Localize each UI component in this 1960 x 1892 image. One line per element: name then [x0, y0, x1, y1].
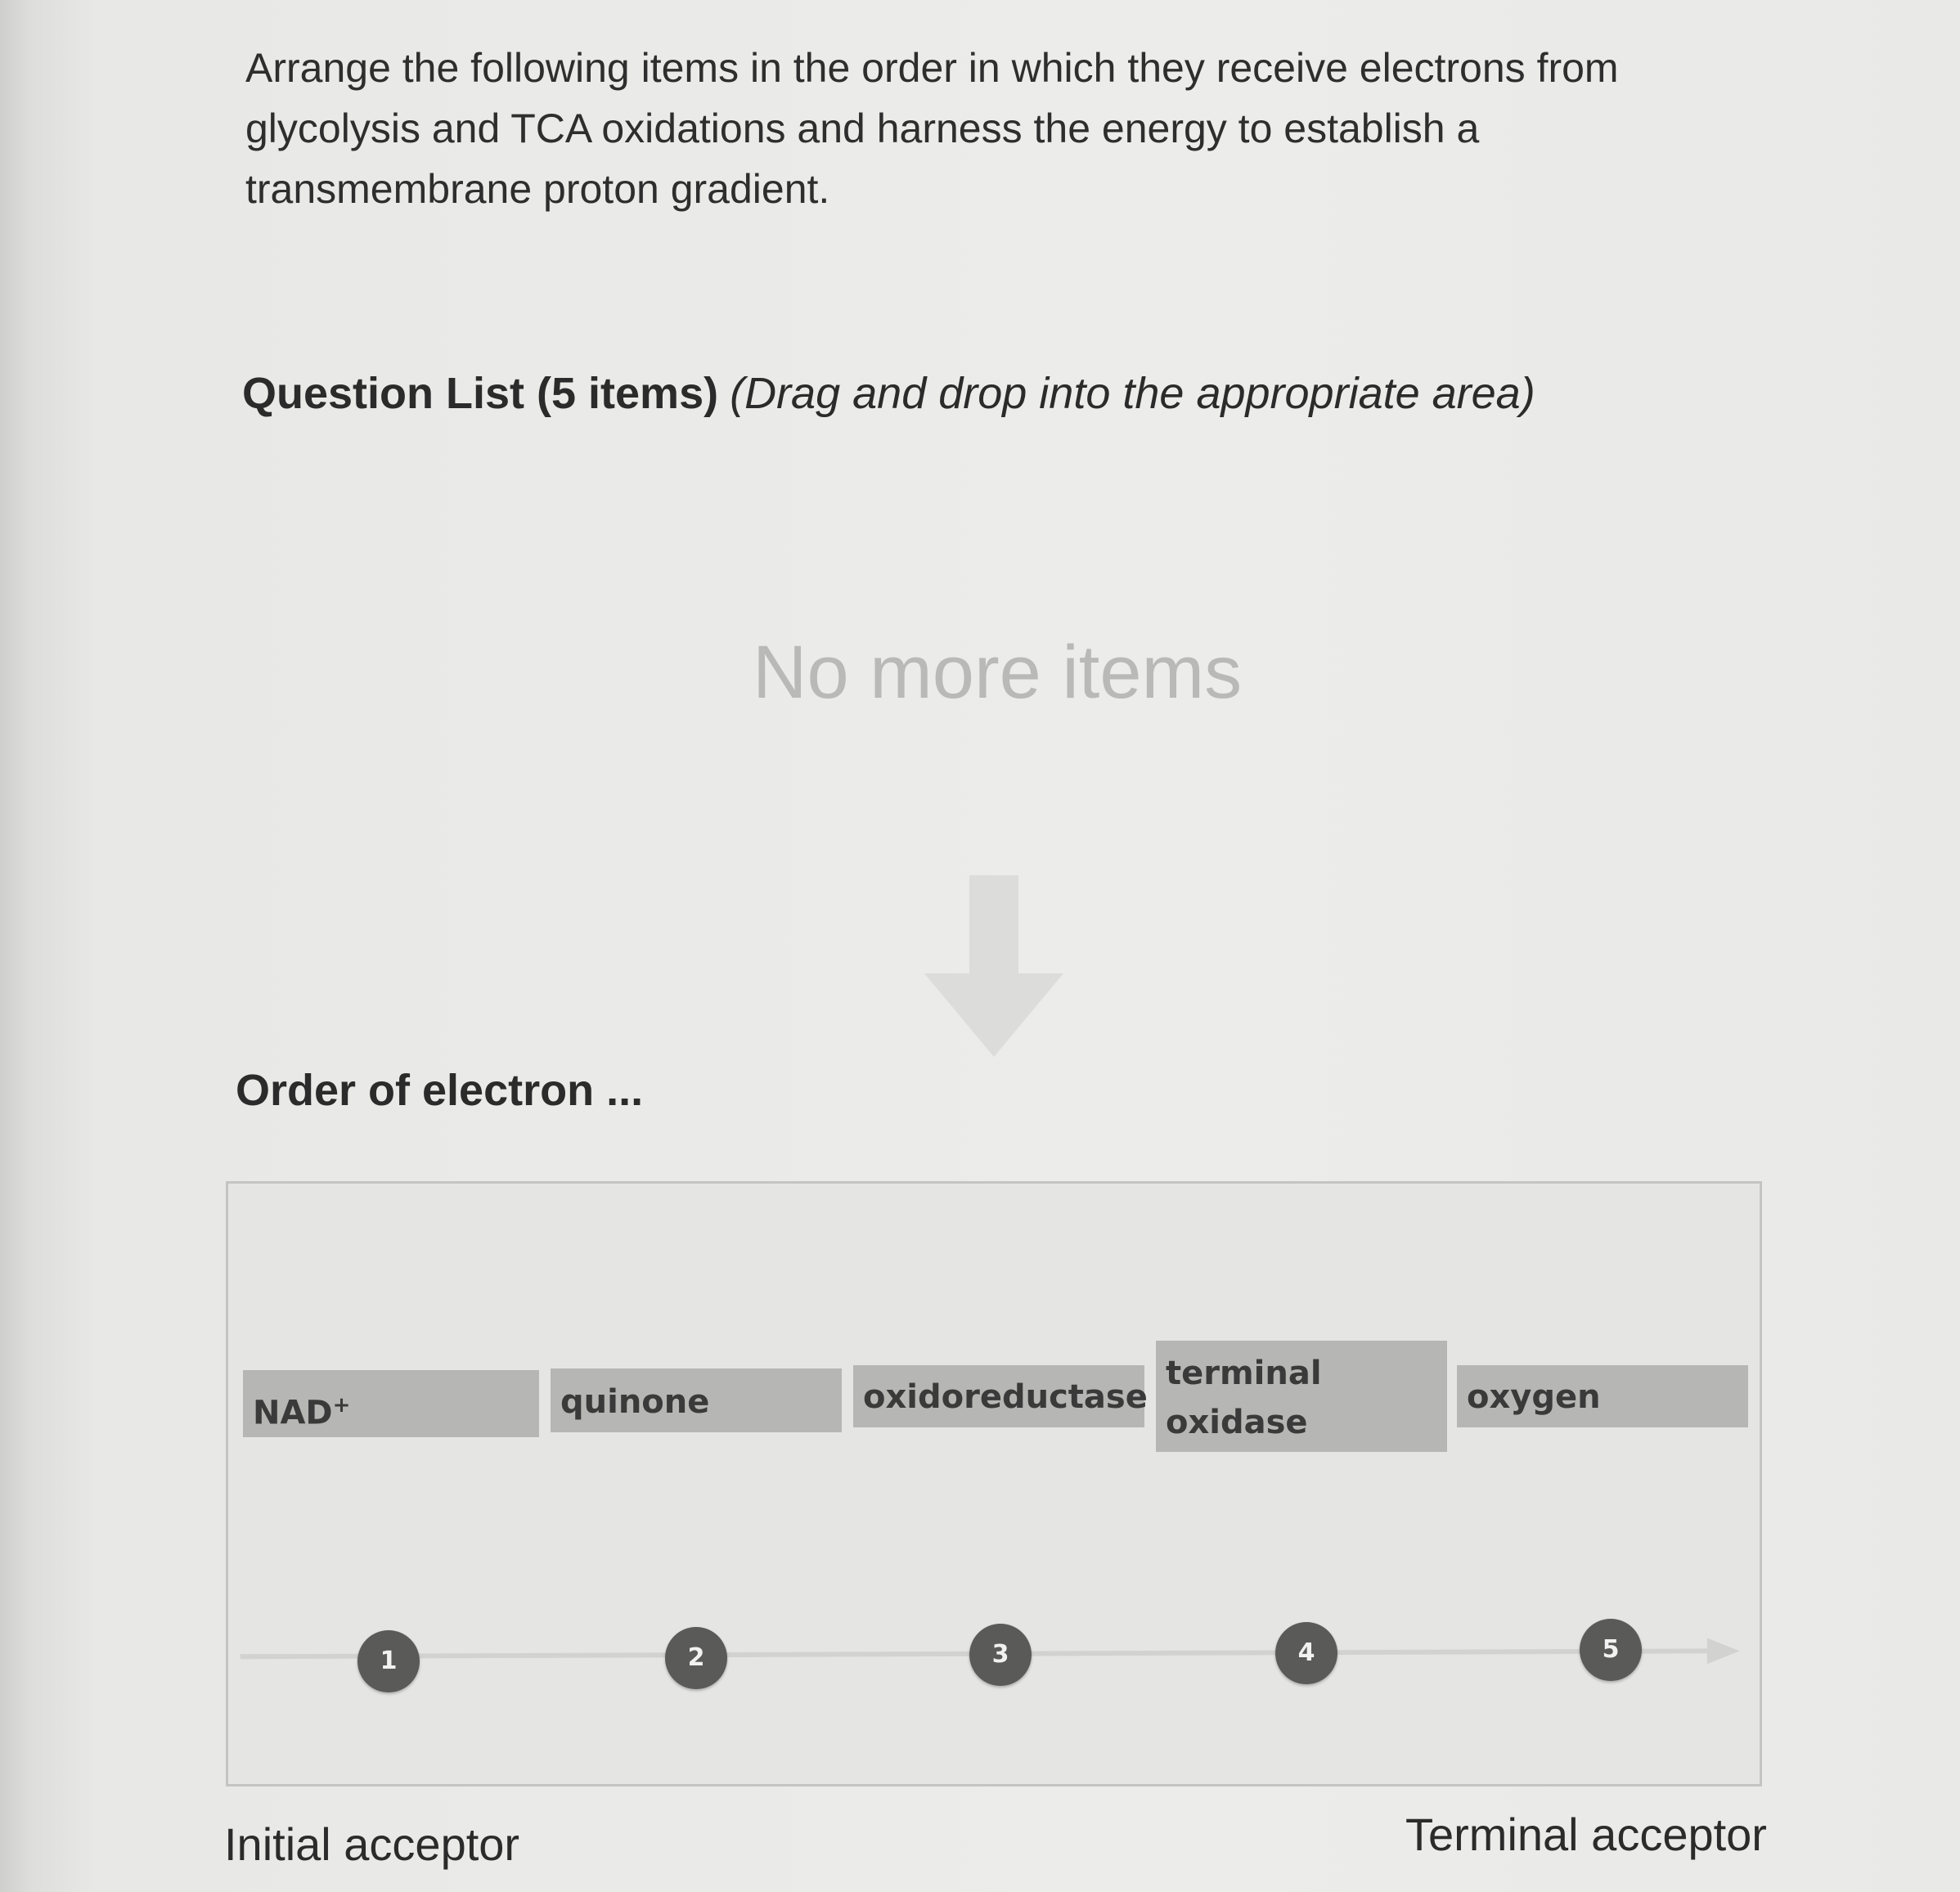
- order-timeline: [228, 1184, 1760, 1784]
- order-drop-zone[interactable]: [226, 1181, 1762, 1786]
- order-item-superscript: +: [332, 1393, 351, 1418]
- order-item-label: quinone: [560, 1383, 710, 1421]
- question-list-title: Question List (5 items): [242, 369, 719, 418]
- question-prompt: Arrange the following items in the order in which they receive electrons from glycolysis and TCA oxidations and harness the energy to establish a transmembrane proton gradient.: [245, 45, 1619, 212]
- position-marker: 5: [1580, 1619, 1642, 1681]
- order-area-title: Order of electron ...: [236, 1066, 644, 1115]
- down-arrow-icon: [924, 875, 1063, 1063]
- order-item-nad[interactable]: [243, 1370, 539, 1437]
- order-item-terminal-oxidase[interactable]: [1156, 1341, 1447, 1452]
- question-list-heading: [242, 365, 1535, 422]
- position-marker: 1: [357, 1630, 420, 1692]
- order-item-oxidoreductase[interactable]: [853, 1365, 1148, 1427]
- order-item-label: NAD: [253, 1394, 333, 1432]
- order-item-label: oxidoreductase: [863, 1378, 1148, 1416]
- initial-acceptor-label: Initial acceptor: [224, 1818, 520, 1870]
- terminal-acceptor-label: Terminal acceptor: [1405, 1809, 1767, 1860]
- order-item-quinone[interactable]: [551, 1368, 842, 1432]
- position-marker: 4: [1275, 1622, 1337, 1684]
- order-item-oxygen[interactable]: [1457, 1365, 1748, 1427]
- position-marker: 2: [665, 1627, 727, 1689]
- order-item-label: oxygen: [1467, 1378, 1601, 1416]
- question-list-instruction: (Drag and drop into the appropriate area): [730, 369, 1535, 418]
- position-marker: 3: [969, 1624, 1032, 1686]
- question-list-empty-message: No more items: [753, 631, 1243, 714]
- order-item-label: terminal oxidase: [1166, 1355, 1322, 1441]
